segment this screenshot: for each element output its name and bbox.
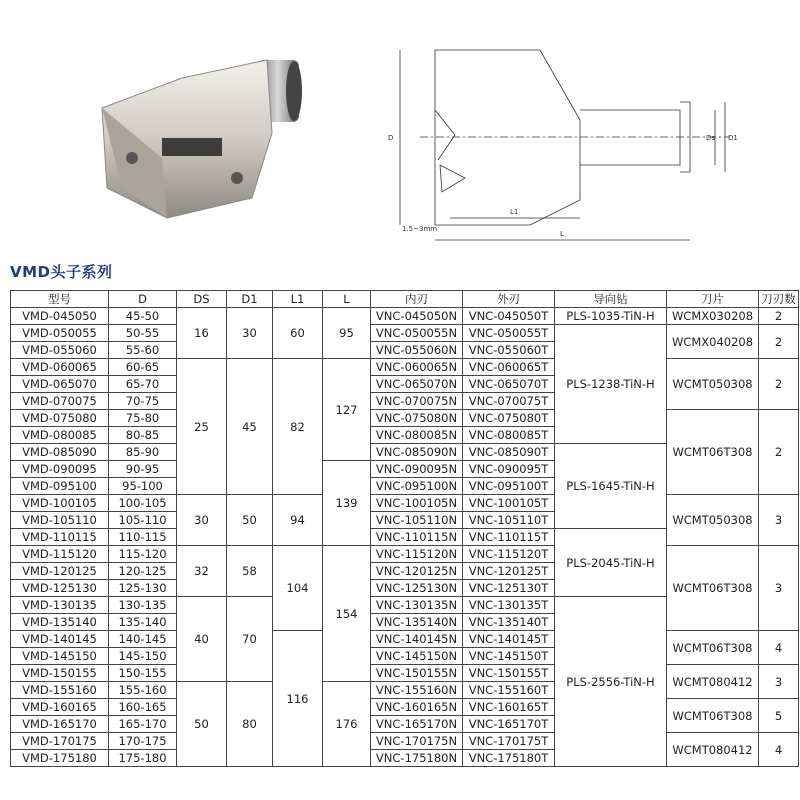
d-cell: 85-90 — [109, 444, 177, 461]
outer-blade-cell: VNC-090095T — [463, 461, 555, 478]
inner-blade-cell: VNC-115120N — [371, 546, 463, 563]
model-cell: VMD-070075 — [11, 393, 109, 410]
screw-hole — [126, 152, 138, 164]
guide-drill-cell: PLS-1238-TiN-H — [555, 325, 667, 444]
model-cell: VMD-165170 — [11, 716, 109, 733]
d-cell: 120-125 — [109, 563, 177, 580]
drawing-outer-insert — [440, 165, 465, 192]
table-header-row — [11, 291, 799, 308]
outer-blade-cell: VNC-080085T — [463, 427, 555, 444]
d1-cell: 70 — [227, 597, 273, 682]
model-cell: VMD-065070 — [11, 376, 109, 393]
inner-blade-cell: VNC-085090N — [371, 444, 463, 461]
d-cell: 140-145 — [109, 631, 177, 648]
col-model-header: 型号 — [11, 291, 109, 308]
outer-blade-cell: VNC-135140T — [463, 614, 555, 631]
edge-count-cell: 2 — [759, 410, 799, 495]
model-cell: VMD-125130 — [11, 580, 109, 597]
inner-blade-cell: VNC-135140N — [371, 614, 463, 631]
l1-cell: 104 — [273, 546, 323, 631]
d-cell: 165-170 — [109, 716, 177, 733]
model-cell: VMD-105110 — [11, 512, 109, 529]
inner-blade-cell: VNC-150155N — [371, 665, 463, 682]
spec-table — [10, 290, 799, 767]
table-body — [11, 308, 799, 767]
d-label: D — [388, 134, 394, 142]
edge-count-cell: 3 — [759, 665, 799, 699]
l-cell: 176 — [323, 682, 371, 767]
outer-blade-cell: VNC-065070T — [463, 376, 555, 393]
model-cell: VMD-060065 — [11, 359, 109, 376]
model-cell: VMD-160165 — [11, 699, 109, 716]
d-cell: 135-140 — [109, 614, 177, 631]
flute — [162, 138, 222, 156]
inner-blade-cell: VNC-045050N — [371, 308, 463, 325]
d-cell: 150-155 — [109, 665, 177, 682]
inner-blade-cell: VNC-105110N — [371, 512, 463, 529]
model-cell: VMD-080085 — [11, 427, 109, 444]
edge-count-cell: 2 — [759, 359, 799, 410]
insert-cell: WCMT06T308 — [667, 546, 759, 631]
col-ds-header: DS — [177, 291, 227, 308]
d-cell: 105-110 — [109, 512, 177, 529]
inner-blade-cell: VNC-110115N — [371, 529, 463, 546]
inner-blade-cell: VNC-120125N — [371, 563, 463, 580]
insert-cell: WCMT080412 — [667, 733, 759, 767]
ds-cell: 16 — [177, 308, 227, 359]
ds-cell: 25 — [177, 359, 227, 495]
d-cell: 90-95 — [109, 461, 177, 478]
col-edge-count-header: 刀刃数 — [759, 291, 799, 308]
edge-count-cell: 2 — [759, 325, 799, 359]
table-row — [11, 359, 799, 376]
insert-cell: WCMX040208 — [667, 325, 759, 359]
l1-cell: 116 — [273, 631, 323, 767]
model-cell: VMD-055060 — [11, 342, 109, 359]
d1-cell: 80 — [227, 682, 273, 767]
model-cell: VMD-140145 — [11, 631, 109, 648]
model-cell: VMD-115120 — [11, 546, 109, 563]
outer-blade-cell: VNC-145150T — [463, 648, 555, 665]
outer-blade-cell: VNC-130135T — [463, 597, 555, 614]
d-cell: 130-135 — [109, 597, 177, 614]
inner-blade-cell: VNC-170175N — [371, 733, 463, 750]
model-cell: VMD-130135 — [11, 597, 109, 614]
d-cell: 45-50 — [109, 308, 177, 325]
table-row — [11, 733, 799, 750]
drawing-shank-outline — [580, 110, 680, 165]
guide-drill-cell: PLS-2045-TiN-H — [555, 529, 667, 597]
inner-blade-cell: VNC-075080N — [371, 410, 463, 427]
model-cell: VMD-175180 — [11, 750, 109, 767]
d-cell: 115-120 — [109, 546, 177, 563]
outer-blade-cell: VNC-150155T — [463, 665, 555, 682]
inner-blade-cell: VNC-175180N — [371, 750, 463, 767]
guide-drill-cell: PLS-1035-TiN-H — [555, 308, 667, 325]
model-cell: VMD-170175 — [11, 733, 109, 750]
guide-drill-cell: PLS-1645-TiN-H — [555, 444, 667, 529]
insert-cell: WCMX030208 — [667, 308, 759, 325]
outer-blade-cell: VNC-085090T — [463, 444, 555, 461]
outer-blade-cell: VNC-050055T — [463, 325, 555, 342]
d-cell: 55-60 — [109, 342, 177, 359]
l-cell: 95 — [323, 308, 371, 359]
edge-count-cell: 4 — [759, 733, 799, 767]
model-cell: VMD-100105 — [11, 495, 109, 512]
d1-cell: 45 — [227, 359, 273, 495]
inner-blade-cell: VNC-090095N — [371, 461, 463, 478]
inner-blade-cell: VNC-060065N — [371, 359, 463, 376]
inner-blade-cell: VNC-095100N — [371, 478, 463, 495]
outer-blade-cell: VNC-075080T — [463, 410, 555, 427]
d-cell: 125-130 — [109, 580, 177, 597]
model-cell: VMD-110115 — [11, 529, 109, 546]
col-guide-drill-header: 导向钻 — [555, 291, 667, 308]
inner-blade-cell: VNC-100105N — [371, 495, 463, 512]
l-label: L — [560, 230, 564, 238]
d-cell: 60-65 — [109, 359, 177, 376]
outer-blade-cell: VNC-115120T — [463, 546, 555, 563]
table-row — [11, 699, 799, 716]
edge-count-cell: 3 — [759, 495, 799, 546]
d-cell: 170-175 — [109, 733, 177, 750]
inner-blade-cell: VNC-155160N — [371, 682, 463, 699]
model-cell: VMD-085090 — [11, 444, 109, 461]
l1-cell: 82 — [273, 359, 323, 495]
table-row — [11, 546, 799, 563]
insert-cell: WCMT06T308 — [667, 699, 759, 733]
ds-cell: 30 — [177, 495, 227, 546]
d-cell: 50-55 — [109, 325, 177, 342]
model-cell: VMD-075080 — [11, 410, 109, 427]
d-cell: 65-70 — [109, 376, 177, 393]
insert-cell: WCMT06T308 — [667, 410, 759, 495]
inner-blade-cell: VNC-055060N — [371, 342, 463, 359]
outer-blade-cell: VNC-045050T — [463, 308, 555, 325]
d-cell: 100-105 — [109, 495, 177, 512]
shank-end — [286, 61, 302, 121]
ds-cell: 40 — [177, 597, 227, 682]
edge-count-cell: 4 — [759, 631, 799, 665]
inner-blade-cell: VNC-080085N — [371, 427, 463, 444]
col-d1-header: D1 — [227, 291, 273, 308]
model-cell: VMD-090095 — [11, 461, 109, 478]
model-cell: VMD-145150 — [11, 648, 109, 665]
insert-cell: WCMT080412 — [667, 665, 759, 699]
outer-blade-cell: VNC-120125T — [463, 563, 555, 580]
d-cell: 145-150 — [109, 648, 177, 665]
inner-blade-cell: VNC-125130N — [371, 580, 463, 597]
l1-cell: 60 — [273, 308, 323, 359]
outer-blade-cell: VNC-105110T — [463, 512, 555, 529]
inner-blade-cell: VNC-165170N — [371, 716, 463, 733]
edge-count-cell: 5 — [759, 699, 799, 733]
col-inner-blade-header: 内刃 — [371, 291, 463, 308]
col-d-header: D — [109, 291, 177, 308]
col-l1-header: L1 — [273, 291, 323, 308]
screw-hole — [231, 172, 243, 184]
table-row — [11, 665, 799, 682]
table-row — [11, 308, 799, 325]
inner-blade-cell: VNC-050055N — [371, 325, 463, 342]
table-row — [11, 495, 799, 512]
technical-drawing — [380, 40, 755, 255]
model-cell: VMD-120125 — [11, 563, 109, 580]
page-title: VMD头子系列 — [10, 263, 113, 281]
d1-cell: 50 — [227, 495, 273, 546]
guide-drill-cell: PLS-2556-TiN-H — [555, 597, 667, 767]
d-cell: 80-85 — [109, 427, 177, 444]
inner-blade-cell: VNC-160165N — [371, 699, 463, 716]
drawing-head-outline — [435, 50, 580, 225]
outer-blade-cell: VNC-140145T — [463, 631, 555, 648]
model-cell: VMD-045050 — [11, 308, 109, 325]
l1-label: L1 — [510, 208, 519, 216]
l1-cell: 94 — [273, 495, 323, 546]
ds-cell: 32 — [177, 546, 227, 597]
outer-blade-cell: VNC-175180T — [463, 750, 555, 767]
d-cell: 110-115 — [109, 529, 177, 546]
table-row — [11, 325, 799, 342]
d-cell: 160-165 — [109, 699, 177, 716]
ds-label: Ds — [706, 134, 716, 142]
inner-blade-cell: VNC-130135N — [371, 597, 463, 614]
l-cell: 127 — [323, 359, 371, 461]
col-outer-blade-header: 外刃 — [463, 291, 555, 308]
col-insert-header: 刀片 — [667, 291, 759, 308]
inner-blade-cell: VNC-070075N — [371, 393, 463, 410]
outer-blade-cell: VNC-060065T — [463, 359, 555, 376]
insert-cell: WCMT050308 — [667, 495, 759, 546]
model-cell: VMD-095100 — [11, 478, 109, 495]
d-cell: 95-100 — [109, 478, 177, 495]
d1-cell: 30 — [227, 308, 273, 359]
edge-count-cell: 2 — [759, 308, 799, 325]
outer-blade-cell: VNC-100105T — [463, 495, 555, 512]
model-cell: VMD-135140 — [11, 614, 109, 631]
table-row — [11, 410, 799, 427]
edge-count-cell: 3 — [759, 546, 799, 631]
model-cell: VMD-150155 — [11, 665, 109, 682]
product-photo — [62, 38, 362, 228]
outer-blade-cell: VNC-055060T — [463, 342, 555, 359]
d-cell: 175-180 — [109, 750, 177, 767]
d1-cell: 58 — [227, 546, 273, 597]
ds-cell: 50 — [177, 682, 227, 767]
chamfer-label: 1.5~3mm — [402, 225, 438, 233]
drawing-inner-insert — [435, 110, 455, 160]
d-cell: 155-160 — [109, 682, 177, 699]
outer-blade-cell: VNC-165170T — [463, 716, 555, 733]
outer-blade-cell: VNC-070075T — [463, 393, 555, 410]
inner-blade-cell: VNC-065070N — [371, 376, 463, 393]
model-cell: VMD-155160 — [11, 682, 109, 699]
outer-blade-cell: VNC-155160T — [463, 682, 555, 699]
col-l-header: L — [323, 291, 371, 308]
table-row — [11, 631, 799, 648]
insert-cell: WCMT06T308 — [667, 631, 759, 665]
inner-blade-cell: VNC-145150N — [371, 648, 463, 665]
outer-blade-cell: VNC-110115T — [463, 529, 555, 546]
inner-blade-cell: VNC-140145N — [371, 631, 463, 648]
d-cell: 75-80 — [109, 410, 177, 427]
insert-cell: WCMT050308 — [667, 359, 759, 410]
outer-blade-cell: VNC-160165T — [463, 699, 555, 716]
model-cell: VMD-050055 — [11, 325, 109, 342]
outer-blade-cell: VNC-170175T — [463, 733, 555, 750]
l-cell: 154 — [323, 546, 371, 682]
outer-blade-cell: VNC-095100T — [463, 478, 555, 495]
outer-blade-cell: VNC-125130T — [463, 580, 555, 597]
d1-label: D1 — [728, 134, 738, 142]
d-cell: 70-75 — [109, 393, 177, 410]
l-cell: 139 — [323, 461, 371, 546]
